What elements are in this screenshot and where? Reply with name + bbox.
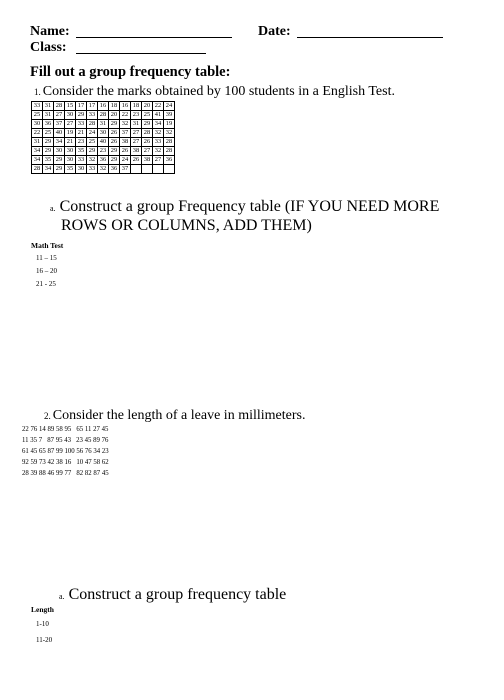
marks-grid-row bbox=[32, 165, 175, 174]
marks-grid-cell: 37 bbox=[120, 165, 131, 174]
marks-grid-cell: 33 bbox=[87, 111, 98, 120]
question-1a-letter: a. bbox=[50, 204, 56, 213]
leaf-data-line: 11 35 7 87 95 43 23 45 89 76 bbox=[22, 437, 109, 444]
marks-grid-cell: 28 bbox=[142, 129, 153, 138]
marks-grid-cell: 35 bbox=[43, 156, 54, 165]
marks-grid-cell: 40 bbox=[54, 129, 65, 138]
marks-grid-cell: 17 bbox=[87, 102, 98, 111]
marks-grid-cell: 35 bbox=[76, 147, 87, 156]
marks-grid-cell: 35 bbox=[65, 165, 76, 174]
marks-grid-cell: 38 bbox=[142, 156, 153, 165]
marks-grid-cell: 34 bbox=[43, 165, 54, 174]
marks-grid-cell: 18 bbox=[109, 102, 120, 111]
marks-grid-cell: 32 bbox=[153, 147, 164, 156]
marks-grid-cell: 34 bbox=[54, 138, 65, 147]
marks-grid-row bbox=[32, 102, 175, 111]
marks-grid-cell: 17 bbox=[76, 102, 87, 111]
marks-grid-cell: 34 bbox=[32, 156, 43, 165]
interval-row: 11 – 15 bbox=[36, 254, 57, 262]
marks-grid-cell: 31 bbox=[43, 111, 54, 120]
marks-grid-cell: 33 bbox=[32, 102, 43, 111]
marks-grid-cell: 26 bbox=[142, 138, 153, 147]
marks-grid-cell: 15 bbox=[65, 102, 76, 111]
marks-grid-cell: 23 bbox=[76, 138, 87, 147]
marks-grid-cell: 26 bbox=[120, 147, 131, 156]
marks-grid-cell: 38 bbox=[120, 138, 131, 147]
marks-grid-cell: 40 bbox=[98, 138, 109, 147]
question-1a-line1 bbox=[50, 197, 439, 218]
marks-grid-row bbox=[32, 147, 175, 156]
marks-grid-cell: 30 bbox=[65, 111, 76, 120]
marks-grid-cell: 22 bbox=[32, 129, 43, 138]
marks-grid-cell: 30 bbox=[54, 147, 65, 156]
marks-grid-cell: 25 bbox=[43, 129, 54, 138]
marks-grid-cell: 21 bbox=[76, 129, 87, 138]
leaf-data-line: 22 76 14 89 58 95 65 11 27 45 bbox=[22, 426, 109, 433]
marks-grid-cell: 28 bbox=[164, 147, 175, 156]
marks-grid-cell: 29 bbox=[142, 120, 153, 129]
question-1-text: Consider the marks obtained by 100 students in a English Test. bbox=[42, 84, 395, 99]
marks-grid-cell: 28 bbox=[32, 165, 43, 174]
marks-grid-cell: 28 bbox=[54, 102, 65, 111]
marks-grid-cell: 19 bbox=[65, 129, 76, 138]
marks-grid-cell: 19 bbox=[164, 120, 175, 129]
marks-grid-cell: 22 bbox=[153, 102, 164, 111]
marks-grid-cell: 38 bbox=[131, 147, 142, 156]
question-1 bbox=[34, 84, 395, 100]
marks-grid-cell: 20 bbox=[109, 111, 120, 120]
interval-row: 1-10 bbox=[36, 620, 49, 628]
leaf-data-block bbox=[22, 424, 109, 479]
marks-grid-row bbox=[32, 120, 175, 129]
interval-row: 11-20 bbox=[36, 636, 53, 644]
leaf-data-line: 92 59 73 42 38 16 10 47 58 62 bbox=[22, 459, 109, 466]
question-2a-text: Construct a group frequency table bbox=[68, 586, 287, 603]
marks-grid-cell: 36 bbox=[164, 156, 175, 165]
marks-grid-cell: 29 bbox=[109, 120, 120, 129]
marks-grid-cell: 36 bbox=[109, 165, 120, 174]
marks-grid-cell: 29 bbox=[54, 165, 65, 174]
interval-row: 21 - 25 bbox=[36, 280, 56, 288]
math-test-label: Math Test bbox=[31, 241, 64, 250]
marks-grid-cell: 26 bbox=[109, 129, 120, 138]
class-field[interactable] bbox=[76, 53, 206, 54]
marks-grid-cell: 32 bbox=[120, 120, 131, 129]
marks-grid-row bbox=[32, 156, 175, 165]
marks-grid-row bbox=[32, 138, 175, 147]
leaf-data-line: 28 39 88 46 99 77 82 82 87 45 bbox=[22, 470, 109, 477]
marks-grid-cell: 31 bbox=[98, 120, 109, 129]
marks-grid-cell: 29 bbox=[43, 147, 54, 156]
marks-grid-cell: 27 bbox=[131, 138, 142, 147]
marks-grid-cell bbox=[164, 165, 175, 174]
marks-grid-cell: 16 bbox=[120, 102, 131, 111]
marks-grid-cell: 36 bbox=[98, 156, 109, 165]
question-2 bbox=[44, 408, 305, 424]
question-2-text: Consider the length of a leave in millimeters. bbox=[52, 408, 306, 423]
interval-row: 16 – 20 bbox=[36, 267, 57, 275]
marks-grid-cell: 27 bbox=[131, 129, 142, 138]
marks-grid-cell: 31 bbox=[43, 102, 54, 111]
marks-grid-cell bbox=[153, 165, 164, 174]
date-field[interactable] bbox=[297, 37, 443, 38]
leaf-data-line: 61 45 65 87 99 100 56 76 34 23 bbox=[22, 448, 109, 455]
marks-grid-cell: 26 bbox=[109, 138, 120, 147]
marks-grid-cell: 24 bbox=[87, 129, 98, 138]
marks-grid-cell: 18 bbox=[131, 102, 142, 111]
marks-grid-cell: 25 bbox=[87, 138, 98, 147]
question-1a-text-1: Construct a group Frequency table (IF YOU NEED MORE bbox=[59, 198, 440, 215]
section-title: Fill out a group frequency table: bbox=[30, 64, 231, 80]
marks-grid-cell: 30 bbox=[65, 147, 76, 156]
marks-grid-cell: 29 bbox=[109, 147, 120, 156]
marks-grid-cell: 25 bbox=[32, 111, 43, 120]
marks-grid-cell: 36 bbox=[43, 120, 54, 129]
marks-grid-cell: 31 bbox=[131, 120, 142, 129]
marks-grid-cell: 30 bbox=[98, 129, 109, 138]
question-2a bbox=[59, 585, 286, 606]
marks-grid-cell: 33 bbox=[87, 165, 98, 174]
question-2a-letter: a. bbox=[59, 592, 65, 601]
marks-grid-row bbox=[32, 129, 175, 138]
marks-grid-cell: 30 bbox=[76, 165, 87, 174]
marks-grid-cell: 32 bbox=[164, 129, 175, 138]
marks-grid-cell: 30 bbox=[32, 120, 43, 129]
question-1-number: 1. bbox=[34, 87, 41, 97]
marks-grid-cell: 23 bbox=[131, 111, 142, 120]
marks-grid-cell: 29 bbox=[109, 156, 120, 165]
marks-grid-cell: 28 bbox=[87, 120, 98, 129]
marks-grid-cell: 26 bbox=[131, 156, 142, 165]
marks-grid-row bbox=[32, 111, 175, 120]
name-label: Name: bbox=[30, 24, 70, 39]
marks-grid-cell bbox=[131, 165, 142, 174]
marks-grid-cell: 16 bbox=[98, 102, 109, 111]
marks-grid-cell: 31 bbox=[32, 138, 43, 147]
marks-grid-cell: 27 bbox=[65, 120, 76, 129]
marks-grid-cell: 24 bbox=[120, 156, 131, 165]
marks-grid-cell: 29 bbox=[87, 147, 98, 156]
name-field[interactable] bbox=[76, 37, 232, 38]
marks-grid-cell: 41 bbox=[153, 111, 164, 120]
marks-grid-cell: 30 bbox=[65, 156, 76, 165]
date-label: Date: bbox=[258, 24, 291, 39]
marks-grid-cell: 33 bbox=[76, 156, 87, 165]
marks-grid-cell: 28 bbox=[98, 111, 109, 120]
marks-grid bbox=[31, 101, 175, 174]
marks-grid-cell: 27 bbox=[153, 156, 164, 165]
marks-grid-cell: 29 bbox=[54, 156, 65, 165]
marks-grid-cell: 37 bbox=[120, 129, 131, 138]
marks-grid-cell: 34 bbox=[32, 147, 43, 156]
marks-grid-cell: 32 bbox=[98, 165, 109, 174]
marks-grid-cell: 37 bbox=[54, 120, 65, 129]
marks-grid-cell: 34 bbox=[153, 120, 164, 129]
marks-grid-cell: 33 bbox=[76, 120, 87, 129]
class-label: Class: bbox=[30, 40, 67, 55]
marks-grid-cell: 20 bbox=[142, 102, 153, 111]
length-label: Length bbox=[31, 605, 54, 614]
marks-grid-cell: 23 bbox=[98, 147, 109, 156]
marks-grid-container bbox=[31, 101, 175, 174]
marks-grid-cell: 27 bbox=[142, 147, 153, 156]
marks-grid-cell: 22 bbox=[120, 111, 131, 120]
marks-grid-cell: 21 bbox=[65, 138, 76, 147]
marks-grid-cell: 32 bbox=[153, 129, 164, 138]
marks-grid-cell: 33 bbox=[153, 138, 164, 147]
marks-grid-cell: 27 bbox=[54, 111, 65, 120]
marks-grid-cell: 29 bbox=[43, 138, 54, 147]
question-2-number: 2. bbox=[44, 411, 51, 421]
marks-grid-cell: 28 bbox=[164, 138, 175, 147]
marks-grid-cell: 32 bbox=[87, 156, 98, 165]
marks-grid-cell: 24 bbox=[164, 102, 175, 111]
question-1a-line2: ROWS OR COLUMNS, ADD THEM) bbox=[61, 217, 312, 234]
marks-grid-cell: 39 bbox=[164, 111, 175, 120]
marks-grid-cell: 25 bbox=[142, 111, 153, 120]
marks-grid-cell bbox=[142, 165, 153, 174]
marks-grid-cell: 29 bbox=[76, 111, 87, 120]
